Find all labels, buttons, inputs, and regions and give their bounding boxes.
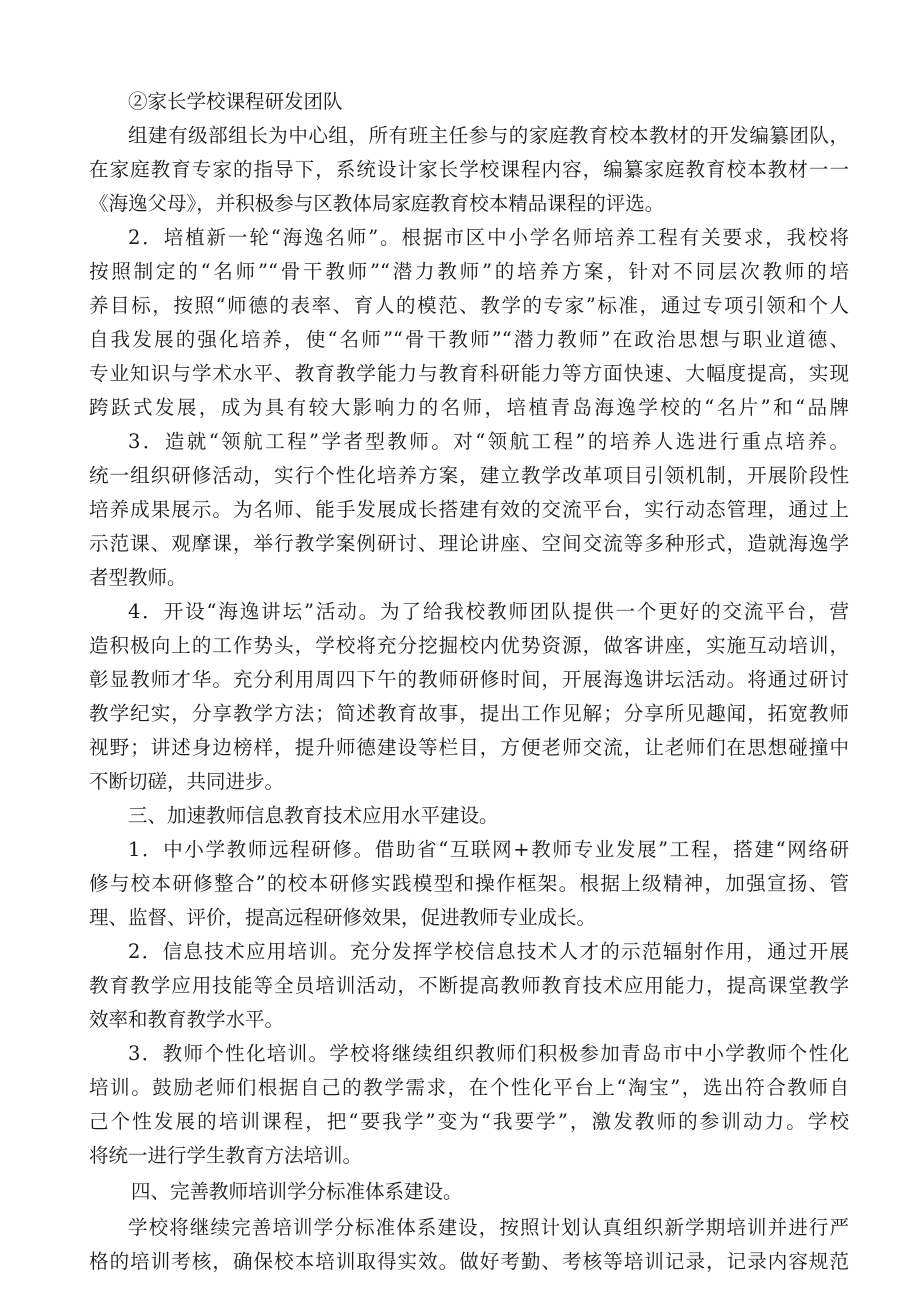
paragraph-line: 教育教学应用技能等全员培训活动，不断提高教师教育技术应用能力，提高课堂教学 xyxy=(89,974,849,997)
paragraph-line: 统一组织研修活动，实行个性化培养方案，建立教学改革项目引领机制，开展阶段性 xyxy=(89,464,849,487)
paragraph-line: 3．造就“领航工程”学者型教师。对“领航工程”的培养人选进行重点培养。 xyxy=(128,430,849,453)
paragraph-line: 1．中小学教师远程研修。借助省“互联网+教师专业发展”工程，搭建“网络研 xyxy=(128,838,849,861)
paragraph-line: 将统一进行学生教育方法培训。 xyxy=(89,1144,363,1167)
paragraph-line: 2．信息技术应用培训。充分发挥学校信息技术人才的示范辐射作用，通过开展 xyxy=(128,940,849,963)
section-heading-3: 三、加速教师信息教育技术应用水平建设。 xyxy=(128,804,499,827)
paragraph-line: 按照制定的“名师”“骨干教师”“潜力教师”的培养方案，针对不同层次教师的培 xyxy=(89,260,849,283)
paragraph-line: 养目标，按照“师德的表率、育人的模范、教学的专家”标准，通过专项引领和个人 xyxy=(89,294,849,317)
paragraph-line: 示范课、观摩课，举行教学案例研讨、理论讲座、空间交流等多种形式，造就海逸学 xyxy=(89,532,849,555)
paragraph-line: 修与校本研修整合”的校本研修实践模型和操作框架。根据上级精神，加强宣扬、管 xyxy=(89,872,849,895)
paragraph-line: 教学纪实，分享教学方法；简述教育故事，提出工作见解；分享所见趣闻，拓宽教师 xyxy=(89,702,849,725)
paragraph-line: 不断切磋，共同进步。 xyxy=(89,770,285,793)
paragraph-line: 理、监督、评价，提高远程研修效果，促进教师专业成长。 xyxy=(89,906,597,929)
paragraph-line: 《海逸父母》，并积极参与区教体局家庭教育校本精品课程的评选。 xyxy=(89,192,665,215)
paragraph-line: 己个性发展的培训课程，把“要我学”变为“我要学”，激发教师的参训动力。学校 xyxy=(89,1110,849,1133)
paragraph-line: 造积极向上的工作势头，学校将充分挖掘校内优势资源，做客讲座，实施互动培训， xyxy=(89,634,849,657)
paragraph-line: 格的培训考核，确保校本培训取得实效。做好考勤、考核等培训记录，记录内容规范 xyxy=(89,1250,849,1273)
paragraph-line: 组建有级部组长为中心组，所有班主任参与的家庭教育校本教材的开发编纂团队， xyxy=(128,124,849,147)
subheading-parent-course-team: ②家长学校课程研发团队 xyxy=(128,90,343,113)
paragraph-line: 学校将继续完善培训学分标准体系建设，按照计划认真组织新学期培训并进行严 xyxy=(128,1216,849,1239)
section-heading-4: 四、完善教师培训学分标准体系建设。 xyxy=(131,1180,463,1203)
paragraph-line: 在家庭教育专家的指导下，系统设计家长学校课程内容，编纂家庭教育校本教材一一 xyxy=(89,158,849,181)
paragraph-line: 视野；讲述身边榜样，提升师德建设等栏目，方便老师交流，让老师们在思想碰撞中 xyxy=(89,736,849,759)
paragraph-line: 培养成果展示。为名师、能手发展成长搭建有效的交流平台，实行动态管理，通过上 xyxy=(89,498,849,521)
paragraph-line: 专业知识与学术水平、教育教学能力与教育科研能力等方面快速、大幅度提高，实现 xyxy=(89,362,849,385)
paragraph-line: 效率和教育教学水平。 xyxy=(89,1008,285,1031)
paragraph-line: 跨跃式发展，成为具有较大影响力的名师，培植青岛海逸学校的“名片”和“品牌 xyxy=(89,396,849,419)
paragraph-line: 者型教师。 xyxy=(89,566,187,589)
paragraph-line: 3．教师个性化培训。学校将继续组织教师们积极参加青岛市中小学教师个性化 xyxy=(128,1042,849,1065)
paragraph-line: 自我发展的强化培养，使“名师”“骨干教师”“潜力教师”在政治思想与职业道德、 xyxy=(89,328,849,351)
paragraph-line: 2．培植新一轮“海逸名师”。根据市区中小学名师培养工程有关要求，我校将 xyxy=(128,226,849,249)
paragraph-line: 4．开设“海逸讲坛”活动。为了给我校教师团队提供一个更好的交流平台，营 xyxy=(128,600,849,623)
paragraph-line: 彰显教师才华。充分利用周四下午的教师研修时间，开展海逸讲坛活动。将通过研讨 xyxy=(89,668,849,691)
paragraph-line: 培训。鼓励老师们根据自己的教学需求，在个性化平台上“淘宝”，选出符合教师自 xyxy=(89,1076,849,1099)
